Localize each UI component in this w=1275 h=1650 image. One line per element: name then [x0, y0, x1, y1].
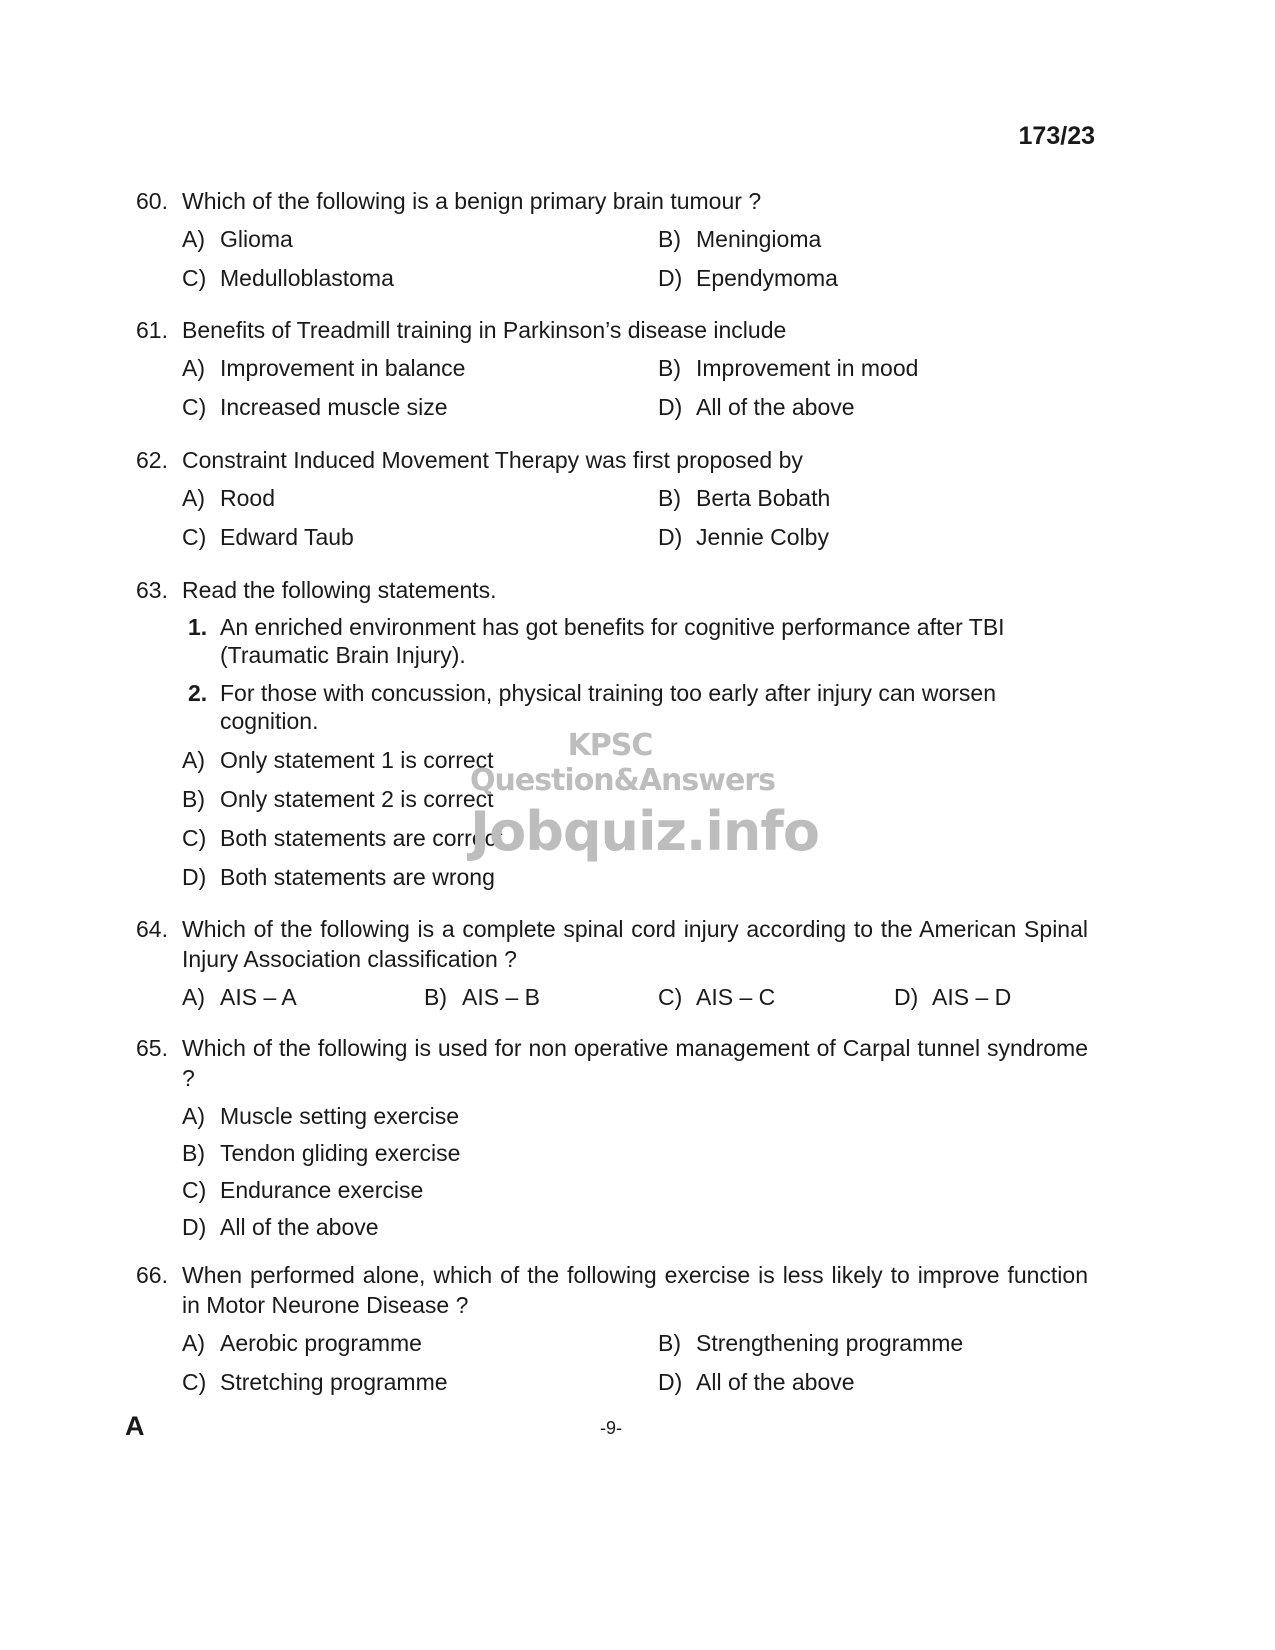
option-letter: A): [182, 1330, 205, 1356]
statement-text: For those with concussion, physical training too early after injury can worsen cognition.: [220, 680, 996, 734]
option-letter: B): [424, 984, 447, 1010]
statement-number: 2.: [188, 680, 208, 706]
option-text: AIS – B: [462, 984, 540, 1010]
option-text: Tendon gliding exercise: [220, 1140, 461, 1166]
option-letter: A): [182, 485, 205, 511]
option-d: [894, 982, 1088, 1012]
watermark-line-2: Jobquiz.info: [470, 800, 819, 863]
options: [182, 745, 1088, 892]
question-text: Benefits of Treadmill training in Parkinson’s disease include: [182, 317, 787, 343]
question-text: When performed alone, which of the following exercise is less likely to improve function in Motor Neurone Disease ?: [182, 1262, 1088, 1318]
question-number: 64.: [136, 916, 168, 942]
option-letter: B): [658, 1330, 681, 1356]
question-text: Constraint Induced Movement Therapy was first proposed by: [182, 447, 803, 473]
options: [182, 982, 1088, 1012]
option-d: [658, 1367, 1088, 1397]
option-letter: B): [182, 786, 205, 812]
question-number: 66.: [136, 1262, 168, 1288]
option-text: Edward Taub: [220, 524, 354, 550]
question-number: 63.: [136, 577, 168, 603]
option-c: [182, 1367, 658, 1397]
option-c: [182, 823, 1088, 853]
option-letter: A): [182, 747, 205, 773]
question-number: 62.: [136, 447, 168, 473]
option-text: Jennie Colby: [696, 524, 829, 550]
option-letter: A): [182, 1103, 205, 1129]
option-letter: C): [658, 984, 683, 1010]
option-text: Improvement in mood: [696, 355, 919, 381]
option-letter: B): [658, 355, 681, 381]
statement-1: [182, 613, 1088, 669]
option-d: [182, 862, 1088, 892]
question-63: [136, 575, 1088, 892]
option-d: [658, 263, 1088, 293]
option-text: Both statements are wrong: [220, 864, 495, 890]
option-text: Endurance exercise: [220, 1177, 424, 1203]
option-text: All of the above: [696, 394, 855, 420]
options: [182, 1101, 1088, 1242]
option-text: Glioma: [220, 226, 293, 252]
option-c: [658, 982, 894, 1012]
option-text: AIS – C: [696, 984, 776, 1010]
option-a: [182, 745, 1088, 775]
statements: [182, 613, 1088, 735]
question-60: [136, 186, 1088, 293]
option-d: [658, 392, 1088, 422]
option-b: [182, 1138, 1088, 1168]
paper-code: 173/23: [1018, 122, 1095, 150]
series-letter: A: [125, 1411, 145, 1441]
option-text: All of the above: [696, 1369, 855, 1395]
option-a: [182, 1101, 1088, 1131]
option-a: [182, 224, 658, 254]
option-text: All of the above: [220, 1214, 379, 1240]
option-letter: D): [658, 524, 683, 550]
option-letter: D): [658, 1369, 683, 1395]
option-letter: A): [182, 355, 205, 381]
option-letter: B): [658, 226, 681, 252]
question-number: 61.: [136, 317, 168, 343]
options: [182, 483, 1088, 552]
option-letter: A): [182, 984, 205, 1010]
option-letter: B): [658, 485, 681, 511]
option-letter: D): [182, 864, 207, 890]
option-letter: C): [182, 1369, 207, 1395]
options: [182, 1328, 1088, 1397]
question-64: [136, 914, 1088, 1012]
option-letter: C): [182, 394, 207, 420]
option-b: [658, 483, 1088, 513]
option-d: [182, 1212, 1088, 1242]
options: [182, 353, 1088, 422]
option-letter: D): [658, 394, 683, 420]
option-text: Only statement 1 is correct: [220, 747, 494, 773]
option-c: [182, 392, 658, 422]
question-number: 60.: [136, 188, 168, 214]
option-text: Muscle setting exercise: [220, 1103, 460, 1129]
option-a: [182, 1328, 658, 1358]
question-66: [136, 1260, 1088, 1397]
question-65: [136, 1033, 1088, 1242]
options: [182, 224, 1088, 293]
option-text: Strengthening programme: [696, 1330, 964, 1356]
option-letter: C): [182, 1177, 207, 1203]
option-text: Berta Bobath: [696, 485, 831, 511]
option-text: Aerobic programme: [220, 1330, 422, 1356]
option-text: Stretching programme: [220, 1369, 448, 1395]
option-letter: C): [182, 265, 207, 291]
option-a: [182, 353, 658, 383]
option-b: [658, 353, 1088, 383]
statement-number: 1.: [188, 614, 208, 640]
option-letter: A): [182, 226, 205, 252]
option-b: [182, 784, 1088, 814]
option-c: [182, 522, 658, 552]
option-letter: C): [182, 524, 207, 550]
option-letter: C): [182, 825, 207, 851]
option-text: Increased muscle size: [220, 394, 448, 420]
statement-2: [182, 679, 1088, 735]
question-62: [136, 445, 1088, 552]
option-letter: D): [894, 984, 919, 1010]
watermark-line-1: KPSC Question&Answers: [470, 728, 775, 798]
option-d: [658, 522, 1088, 552]
option-b: [424, 982, 658, 1012]
question-number: 65.: [136, 1035, 168, 1061]
option-c: [182, 1175, 1088, 1205]
option-text: Only statement 2 is correct: [220, 786, 494, 812]
option-text: Both statements are correct: [220, 825, 503, 851]
option-b: [658, 1328, 1088, 1358]
option-letter: D): [182, 1214, 207, 1240]
question-61: [136, 315, 1088, 422]
option-b: [658, 224, 1088, 254]
question-text: Which of the following is used for non operative management of Carpal tunnel syndrome ?: [182, 1035, 1088, 1091]
option-c: [182, 263, 658, 293]
option-text: Meningioma: [696, 226, 822, 252]
option-text: Medulloblastoma: [220, 265, 394, 291]
statement-text: An enriched environment has got benefits for cognitive performance after TBI (Traumatic Brain Injury).: [220, 614, 1005, 668]
option-text: AIS – A: [220, 984, 297, 1010]
option-text: Rood: [220, 485, 275, 511]
option-text: Ependymoma: [696, 265, 838, 291]
option-letter: D): [658, 265, 683, 291]
question-text: Read the following statements.: [182, 577, 497, 603]
option-text: AIS – D: [932, 984, 1012, 1010]
question-text: Which of the following is a complete spinal cord injury according to the American Spinal Injury Association classification ?: [182, 916, 1088, 972]
option-a: [182, 483, 658, 513]
question-text: Which of the following is a benign primary brain tumour ?: [182, 188, 762, 214]
option-a: [182, 982, 424, 1012]
option-letter: B): [182, 1140, 205, 1166]
option-text: Improvement in balance: [220, 355, 466, 381]
page-number: -9-: [600, 1418, 622, 1438]
